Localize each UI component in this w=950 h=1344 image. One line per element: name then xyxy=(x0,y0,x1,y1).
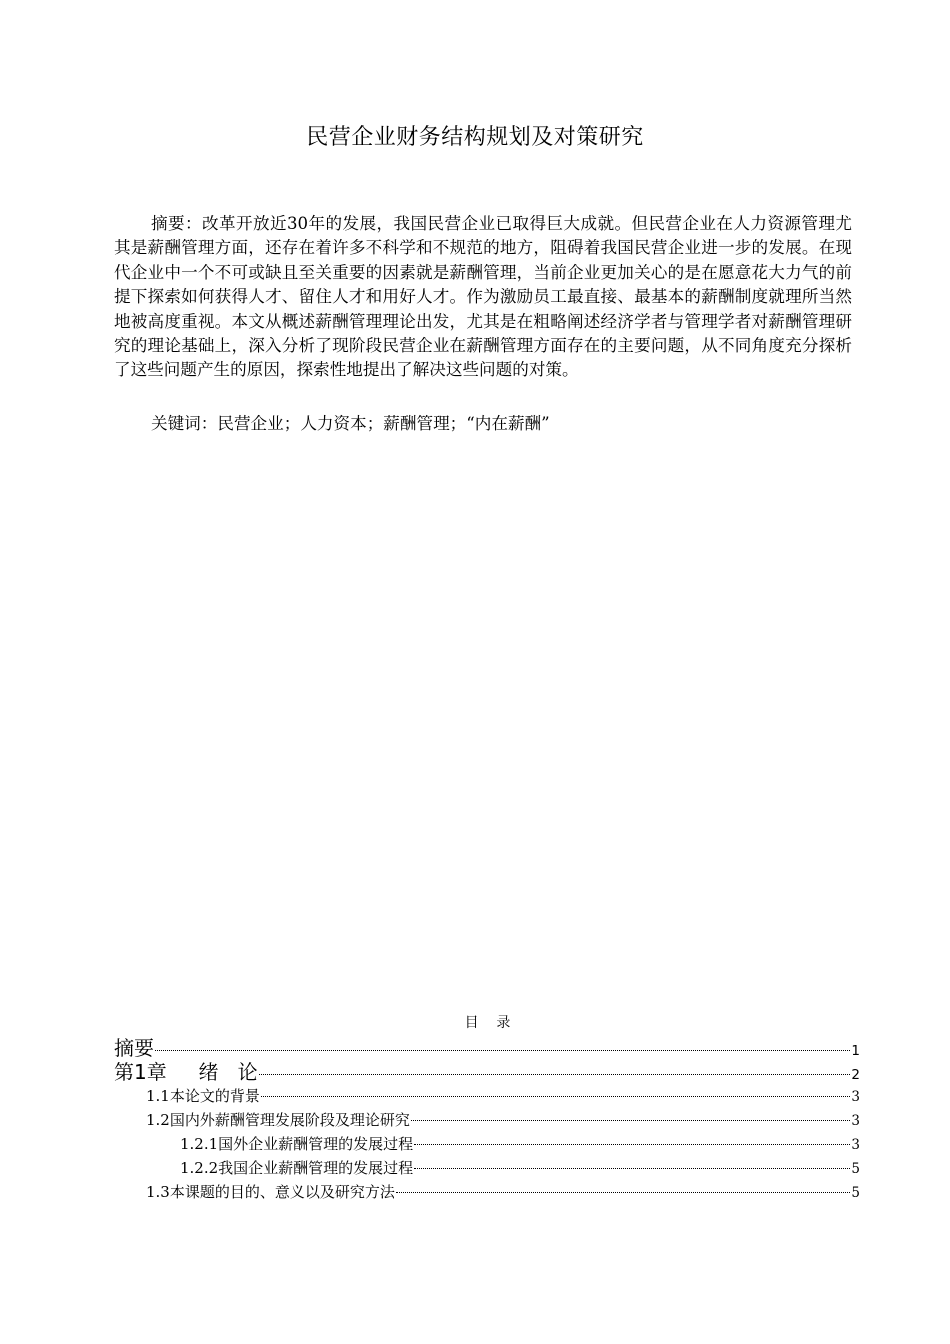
toc-page-number: 3 xyxy=(851,1089,860,1105)
toc-dot-leader xyxy=(396,1192,851,1193)
toc-page-number: 3 xyxy=(851,1113,860,1129)
toc-dot-leader xyxy=(414,1144,850,1145)
toc-entry-title: 1.3本课题的目的、意义以及研究方法 xyxy=(146,1183,395,1201)
toc-entry-title: 摘要 xyxy=(114,1036,154,1060)
toc-entry-title: 1.2.2我国企业薪酬管理的发展过程 xyxy=(180,1159,414,1177)
toc-entry-title: 1.1本论文的背景 xyxy=(146,1087,260,1105)
toc-page-number: 3 xyxy=(851,1137,860,1153)
toc-entry-1-3[interactable] xyxy=(114,1180,860,1204)
toc-page-number: 2 xyxy=(851,1067,860,1083)
toc-dot-leader xyxy=(411,1120,851,1121)
keywords-label: 关键词： xyxy=(151,414,218,433)
toc-entry-title: 1.2国内外薪酬管理发展阶段及理论研究 xyxy=(146,1111,410,1129)
document-title: 民营企业财务结构规划及对策研究 xyxy=(306,125,644,150)
toc-heading: 目 录 xyxy=(464,1015,511,1031)
toc-entry-abstract[interactable] xyxy=(114,1036,860,1060)
toc-dot-leader xyxy=(414,1168,850,1169)
toc-entry-1-1[interactable] xyxy=(114,1084,860,1108)
abstract-text: 改革开放近30年的发展，我国民营企业已取得巨大成就。但民营企业在人力资源管理尤其是薪酬管理方面，还存在着许多不科学和不规范的地方，阻碍着我国民营企业进一步的发展。在现代企业中一个不可或缺且至关重要的因素就是薪酬管理，当前企业更加关心的是在愿意花大力气的前提下探索如何获得人才、留住人才和用好人才。作为激励员工最直接、最基本的薪酬制度就理所当然地被高度重视。本文从概述薪酬管理理论出发，尤其是在粗略阐述经济学者与管理学者对薪酬管理研究的理论基础上，深入分析了现阶段民营企业在薪酬管理方面存在的主要问题，从不同角度充分探析了这些问题产生的原因，探索性地提出了解决这些问题的对策。 xyxy=(114,214,852,380)
table-of-contents xyxy=(114,1036,860,1204)
toc-page-number: 5 xyxy=(851,1185,860,1201)
toc-entry-1-2[interactable] xyxy=(114,1108,860,1132)
abstract-paragraph xyxy=(114,212,852,383)
toc-entry-chapter-1[interactable] xyxy=(114,1060,860,1084)
toc-entry-1-2-1[interactable] xyxy=(114,1132,860,1156)
toc-entry-1-2-2[interactable] xyxy=(114,1156,860,1180)
abstract-label: 摘要： xyxy=(151,214,202,233)
toc-page-number: 5 xyxy=(851,1161,860,1177)
toc-entry-title: 1.2.1国外企业薪酬管理的发展过程 xyxy=(180,1135,414,1153)
toc-page-number: 1 xyxy=(851,1043,860,1059)
keywords-line xyxy=(151,412,851,436)
toc-dot-leader xyxy=(261,1096,851,1097)
keywords-text: 民营企业；人力资本；薪酬管理；“内在薪酬” xyxy=(217,414,550,433)
toc-dot-leader xyxy=(155,1050,850,1051)
toc-entry-title: 第1章 绪 论 xyxy=(114,1060,258,1084)
toc-dot-leader xyxy=(259,1074,851,1075)
